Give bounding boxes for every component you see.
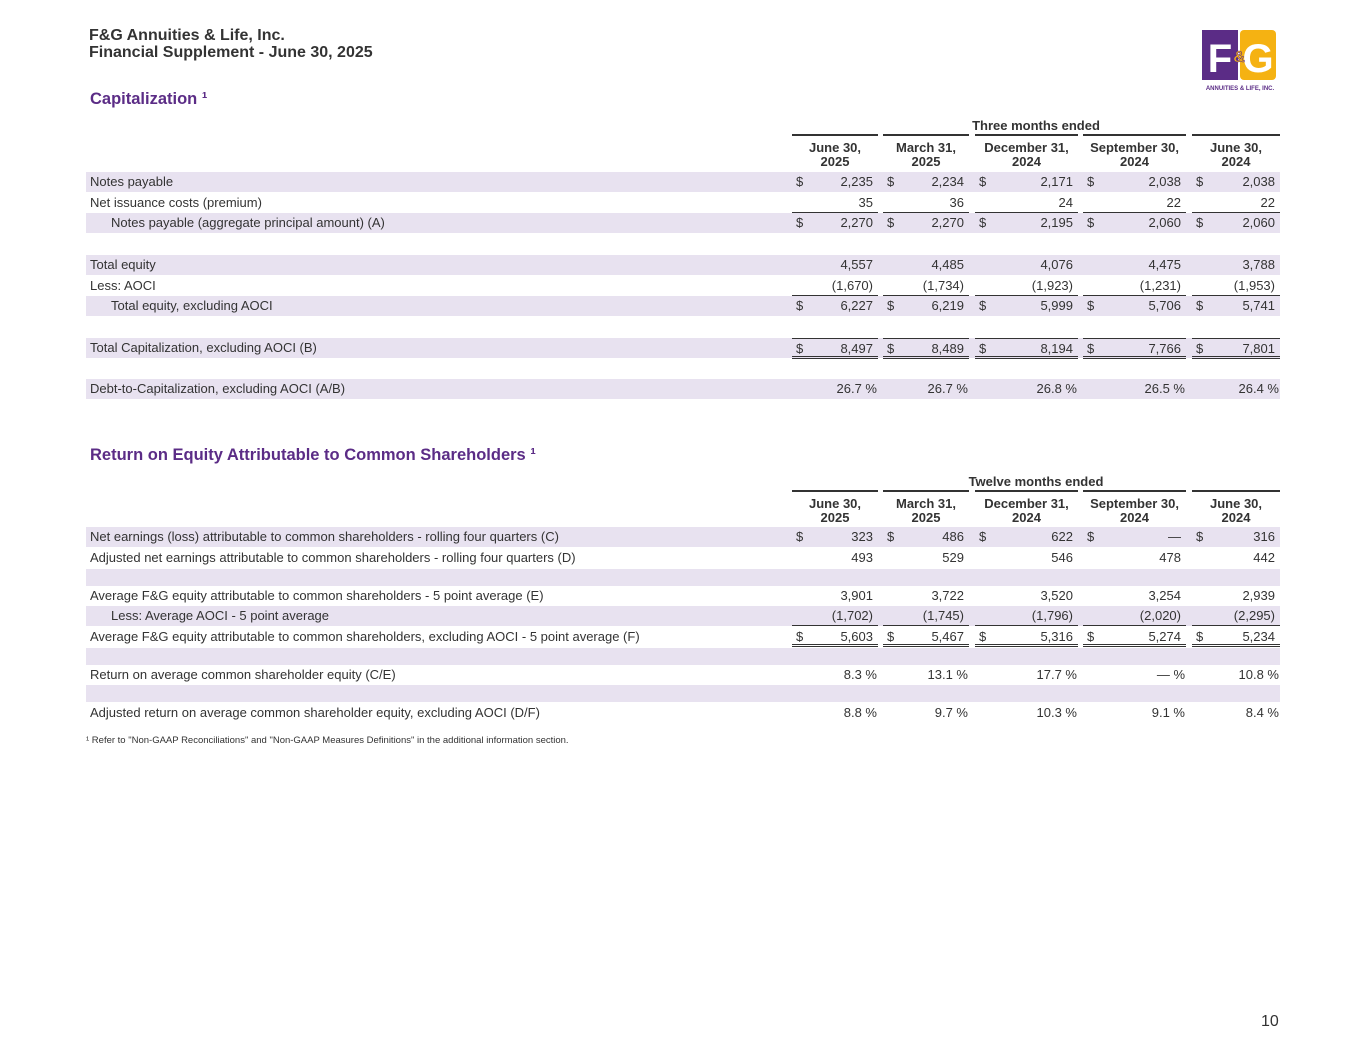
cell-value: (2,295) — [1233, 608, 1275, 623]
value-cell — [1192, 627, 1280, 647]
table-row — [86, 703, 1280, 723]
cell-value: (1,734) — [922, 278, 964, 293]
cell-value: (1,670) — [831, 278, 873, 293]
value-cell — [1192, 379, 1280, 399]
column-header — [1083, 490, 1186, 525]
currency-symbol: $ — [979, 629, 987, 644]
currency-symbol: $ — [887, 341, 895, 356]
row-label: Notes payable (aggregate principal amount) (A) — [111, 215, 385, 230]
currency-symbol: $ — [887, 298, 895, 313]
value-cell — [883, 586, 969, 606]
report-subtitle: Financial Supplement - June 30, 2025 — [89, 44, 373, 61]
cell-value: 4,557 — [840, 257, 873, 272]
column-header — [975, 134, 1078, 169]
currency-symbol: $ — [796, 529, 804, 544]
value-cell — [975, 665, 1078, 685]
company-name: F&G Annuities & Life, Inc. — [89, 27, 285, 44]
value-cell — [883, 527, 969, 547]
row-label: Adjusted net earnings attributable to common shareholders - rolling four quarters (D) — [90, 550, 576, 565]
table-row — [86, 379, 1280, 399]
cell-value: 3,254 — [1148, 588, 1181, 603]
cell-value: 6,219 — [931, 298, 964, 313]
cell-value: 5,706 — [1148, 298, 1181, 313]
row-label: Adjusted return on average common shareholder equity, excluding AOCI (D/F) — [90, 705, 540, 720]
column-header-line: 2024 — [1120, 154, 1149, 169]
column-header-line: March 31, — [896, 496, 956, 511]
row-label: Notes payable — [90, 174, 174, 189]
value-cell — [1192, 548, 1280, 568]
cell-value: (1,796) — [1031, 608, 1073, 623]
cell-value: (1,745) — [922, 608, 964, 623]
cell-value: 5,999 — [1040, 298, 1073, 313]
value-cell — [883, 627, 969, 647]
value-cell — [1083, 527, 1186, 547]
currency-symbol: $ — [1196, 298, 1204, 313]
spacer-row — [86, 569, 1280, 586]
cell-value: — % — [1156, 667, 1185, 682]
column-header-line: June 30, — [808, 140, 862, 155]
column-header-line: 2025 — [820, 510, 850, 525]
row-label: Less: AOCI — [90, 278, 156, 293]
cell-value: 2,038 — [1148, 174, 1181, 189]
cell-value: 442 — [1253, 550, 1275, 565]
currency-symbol: $ — [887, 529, 895, 544]
value-cell — [975, 193, 1078, 213]
cell-value: 8.4 % — [1245, 705, 1279, 720]
row-label: Total Capitalization, excluding AOCI (B) — [90, 340, 317, 355]
cell-value: 546 — [1051, 550, 1073, 565]
column-header-line: March 31, — [896, 140, 956, 155]
value-cell — [975, 379, 1078, 399]
value-cell — [1083, 606, 1186, 626]
column-header-line: December 31, — [984, 496, 1069, 511]
currency-symbol: $ — [796, 174, 804, 189]
row-label: Net issuance costs (premium) — [90, 195, 262, 210]
column-header-line: 2024 — [1221, 154, 1251, 169]
cell-value: 5,316 — [1040, 629, 1073, 644]
value-cell — [1192, 276, 1280, 296]
value-cell — [883, 665, 969, 685]
value-cell — [1083, 213, 1186, 233]
cell-value: 316 — [1253, 529, 1275, 544]
cell-value: 2,195 — [1040, 215, 1073, 230]
column-header — [883, 490, 969, 525]
value-cell — [883, 172, 969, 192]
column-header — [1083, 134, 1186, 169]
table-row — [86, 586, 1280, 606]
column-header-line: 2025 — [911, 154, 941, 169]
value-cell — [792, 255, 878, 275]
row-label: Debt-to-Capitalization, excluding AOCI (A/B) — [90, 381, 346, 396]
table-row — [86, 665, 1280, 685]
currency-symbol: $ — [979, 341, 987, 356]
cell-value: 2,060 — [1148, 215, 1181, 230]
currency-symbol: $ — [1196, 341, 1204, 356]
value-cell — [883, 276, 969, 296]
column-header — [975, 490, 1078, 525]
column-header — [883, 134, 969, 169]
table-row — [86, 548, 1280, 568]
currency-symbol: $ — [1087, 341, 1095, 356]
column-header-line: 2025 — [911, 510, 941, 525]
cell-value: 9.1 % — [1151, 705, 1185, 720]
svg-text:F: F — [1207, 37, 1233, 81]
value-cell — [1083, 627, 1186, 647]
cell-value: 22 — [1166, 195, 1181, 210]
cell-value: 5,274 — [1148, 629, 1181, 644]
column-header — [1192, 134, 1280, 169]
value-cell — [1083, 703, 1186, 723]
cell-value: 3,901 — [840, 588, 873, 603]
value-cell — [1083, 665, 1186, 685]
value-cell — [975, 338, 1078, 359]
cell-value: 8,489 — [931, 341, 964, 356]
cell-value: 8.3 % — [843, 667, 877, 682]
cell-value: 4,076 — [1040, 257, 1073, 272]
value-cell — [975, 213, 1078, 233]
report-header — [89, 27, 373, 61]
cell-value: 26.8 % — [1036, 381, 1077, 396]
value-cell — [883, 548, 969, 568]
column-header-line: September 30, — [1090, 496, 1179, 511]
cell-value: 26.7 % — [927, 381, 968, 396]
cell-value: 2,939 — [1242, 588, 1275, 603]
value-cell — [1192, 255, 1280, 275]
value-cell — [1192, 193, 1280, 213]
period-label: Three months ended — [972, 118, 1100, 133]
column-header-line: 2024 — [1012, 510, 1041, 525]
column-header-line: December 31, — [984, 140, 1069, 155]
cell-value: (1,231) — [1139, 278, 1181, 293]
table-row — [86, 193, 1280, 213]
column-header-line: September 30, — [1090, 140, 1179, 155]
value-cell — [792, 586, 878, 606]
column-header-line: 2024 — [1221, 510, 1251, 525]
row-label: Average F&G equity attributable to common shareholders - 5 point average (E) — [90, 588, 544, 603]
cell-value: 478 — [1159, 550, 1181, 565]
value-cell — [1083, 255, 1186, 275]
row-label: Net earnings (loss) attributable to common shareholders - rolling four quarters (C) — [90, 529, 559, 544]
cell-value: (1,702) — [831, 608, 873, 623]
value-cell — [883, 703, 969, 723]
cell-value: 2,171 — [1040, 174, 1073, 189]
value-cell — [975, 527, 1078, 547]
currency-symbol: $ — [1087, 529, 1095, 544]
row-label: Return on average common shareholder equity (C/E) — [90, 667, 396, 682]
cell-value: 622 — [1051, 529, 1073, 544]
value-cell — [1083, 172, 1186, 192]
value-cell — [975, 276, 1078, 296]
value-cell — [975, 606, 1078, 626]
table-row — [86, 627, 1280, 647]
column-header-line: 2024 — [1012, 154, 1041, 169]
value-cell — [792, 213, 878, 233]
value-cell — [1083, 193, 1186, 213]
column-header-line: June 30, — [1209, 496, 1263, 511]
svg-text:G: G — [1242, 37, 1274, 81]
cell-value: 10.3 % — [1036, 705, 1077, 720]
spacer-row — [86, 234, 1280, 254]
column-header-line: 2024 — [1120, 510, 1149, 525]
cell-value: 4,485 — [931, 257, 964, 272]
row-label: Total equity — [90, 257, 156, 272]
cell-value: 9.7 % — [934, 705, 968, 720]
value-cell — [792, 527, 878, 547]
cell-value: 486 — [942, 529, 964, 544]
cell-value: 8.8 % — [843, 705, 877, 720]
cell-value: 493 — [851, 550, 873, 565]
cell-value: 3,520 — [1040, 588, 1073, 603]
value-cell — [975, 172, 1078, 192]
currency-symbol: $ — [1087, 174, 1095, 189]
column-header-line: 2025 — [820, 154, 850, 169]
column-header — [792, 490, 878, 525]
cell-value: 7,801 — [1242, 341, 1275, 356]
currency-symbol: $ — [979, 215, 987, 230]
cell-value: 5,234 — [1242, 629, 1275, 644]
value-cell — [1192, 586, 1280, 606]
value-cell — [1083, 379, 1186, 399]
cell-value: 5,741 — [1242, 298, 1275, 313]
cell-value: 26.7 % — [836, 381, 877, 396]
column-header — [1192, 490, 1280, 525]
currency-symbol: $ — [979, 529, 987, 544]
value-cell — [1192, 172, 1280, 192]
currency-symbol: $ — [1087, 215, 1095, 230]
cell-value: 24 — [1058, 195, 1073, 210]
spacer-row — [86, 358, 1280, 378]
value-cell — [883, 296, 969, 316]
value-cell — [1083, 338, 1186, 359]
table-row — [86, 606, 1280, 626]
row-label: Less: Average AOCI - 5 point average — [111, 608, 330, 623]
value-cell — [1192, 606, 1280, 626]
value-cell — [975, 703, 1078, 723]
fg-logo — [1200, 28, 1280, 94]
value-cell — [792, 276, 878, 296]
footnote: ¹ Refer to "Non-GAAP Reconciliations" and "Non-GAAP Measures Definitions" in the additional information section. — [86, 735, 569, 746]
value-cell — [792, 193, 878, 213]
currency-symbol: $ — [887, 215, 895, 230]
value-cell — [792, 627, 878, 647]
cell-value: 22 — [1260, 195, 1275, 210]
value-cell — [1083, 586, 1186, 606]
currency-symbol: $ — [1196, 215, 1204, 230]
currency-symbol: $ — [796, 215, 804, 230]
value-cell — [883, 255, 969, 275]
cell-value: 36 — [949, 195, 964, 210]
value-cell — [1192, 703, 1280, 723]
value-cell — [1083, 276, 1186, 296]
roe-title: Return on Equity Attributable to Common Shareholders ¹ — [90, 446, 536, 464]
table-row — [86, 527, 1280, 547]
cell-value: — — [1168, 529, 1181, 544]
currency-symbol: $ — [979, 174, 987, 189]
capitalization-title: Capitalization ¹ — [90, 90, 208, 108]
logo-tagline: ANNUITIES & LIFE, INC. — [1205, 86, 1275, 92]
value-cell — [883, 606, 969, 626]
currency-symbol: $ — [979, 298, 987, 313]
currency-symbol: $ — [887, 174, 895, 189]
page-number: 10 — [1261, 1013, 1279, 1030]
value-cell — [1192, 213, 1280, 233]
cell-value: 17.7 % — [1036, 667, 1077, 682]
table-row — [86, 213, 1280, 233]
currency-symbol: $ — [1196, 529, 1204, 544]
cell-value: 8,497 — [840, 341, 873, 356]
cell-value: 529 — [942, 550, 964, 565]
value-cell — [792, 606, 878, 626]
currency-symbol: $ — [1087, 629, 1095, 644]
value-cell — [792, 703, 878, 723]
cell-value: 26.5 % — [1144, 381, 1185, 396]
cell-value: 7,766 — [1148, 341, 1181, 356]
currency-symbol: $ — [1196, 629, 1204, 644]
value-cell — [1192, 338, 1280, 359]
value-cell — [792, 665, 878, 685]
cell-value: 2,270 — [931, 215, 964, 230]
cell-value: 35 — [858, 195, 873, 210]
table-row — [86, 172, 1280, 192]
cell-value: 10.8 % — [1238, 667, 1279, 682]
spacer-row — [86, 317, 1280, 337]
table-row — [86, 296, 1280, 316]
column-header-line: June 30, — [1209, 140, 1263, 155]
value-cell — [792, 548, 878, 568]
cell-value: 4,475 — [1148, 257, 1181, 272]
table-row — [86, 255, 1280, 275]
value-cell — [883, 338, 969, 359]
spacer-row — [86, 648, 1280, 665]
value-cell — [792, 379, 878, 399]
value-cell — [1083, 548, 1186, 568]
currency-symbol: $ — [1087, 298, 1095, 313]
row-label: Average F&G equity attributable to common shareholders, excluding AOCI - 5 point average (F) — [90, 629, 640, 644]
cell-value: 2,234 — [931, 174, 964, 189]
value-cell — [975, 548, 1078, 568]
column-header — [792, 134, 878, 169]
value-cell — [792, 172, 878, 192]
value-cell — [1083, 296, 1186, 316]
currency-symbol: $ — [796, 341, 804, 356]
cell-value: 13.1 % — [927, 667, 968, 682]
cell-value: 5,603 — [840, 629, 873, 644]
cell-value: (2,020) — [1139, 608, 1181, 623]
period-label: Twelve months ended — [968, 474, 1104, 489]
row-label: Total equity, excluding AOCI — [111, 298, 273, 313]
cell-value: 2,038 — [1242, 174, 1275, 189]
value-cell — [792, 338, 878, 359]
currency-symbol: $ — [887, 629, 895, 644]
value-cell — [883, 213, 969, 233]
column-header-line: June 30, — [808, 496, 862, 511]
currency-symbol: $ — [796, 629, 804, 644]
value-cell — [883, 193, 969, 213]
value-cell — [1192, 665, 1280, 685]
table-row — [86, 338, 1280, 358]
cell-value: 5,467 — [931, 629, 964, 644]
cell-value: 323 — [851, 529, 873, 544]
cell-value: (1,953) — [1233, 278, 1275, 293]
cell-value: 26.4 % — [1238, 381, 1279, 396]
value-cell — [975, 627, 1078, 647]
cell-value: (1,923) — [1031, 278, 1073, 293]
value-cell — [1192, 296, 1280, 316]
cell-value: 8,194 — [1040, 341, 1073, 356]
value-cell — [975, 586, 1078, 606]
value-cell — [883, 379, 969, 399]
svg-text:&: & — [1233, 49, 1245, 66]
cell-value: 3,722 — [931, 588, 964, 603]
cell-value: 2,235 — [840, 174, 873, 189]
cell-value: 2,270 — [840, 215, 873, 230]
value-cell — [975, 296, 1078, 316]
value-cell — [1192, 527, 1280, 547]
table-row — [86, 276, 1280, 296]
cell-value: 2,060 — [1242, 215, 1275, 230]
cell-value: 6,227 — [840, 298, 873, 313]
value-cell — [975, 255, 1078, 275]
spacer-row — [86, 685, 1280, 702]
currency-symbol: $ — [1196, 174, 1204, 189]
cell-value: 3,788 — [1242, 257, 1275, 272]
currency-symbol: $ — [796, 298, 804, 313]
value-cell — [792, 296, 878, 316]
